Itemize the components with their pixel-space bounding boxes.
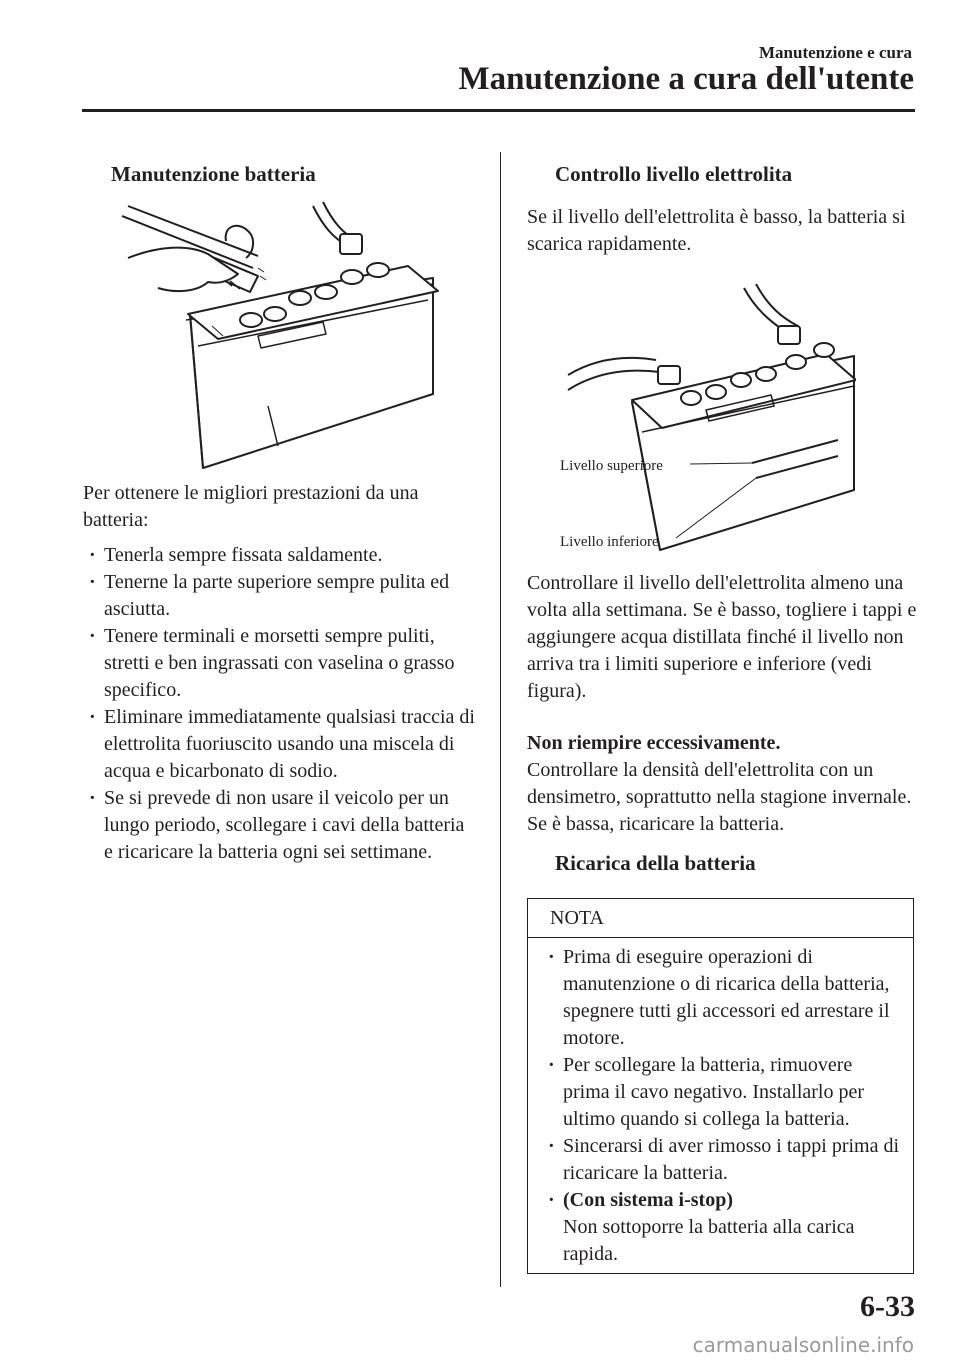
battery-cleaning-illustration: [108, 196, 448, 476]
column-divider: [500, 152, 501, 1287]
list-item: · Per scollegare la batteria, rimuovere prima il cavo negativo. Installarlo per ultimo quando si collega la batteria.: [544, 1052, 903, 1133]
nota-list: [528, 944, 913, 1268]
nota-box: [527, 898, 914, 1274]
upper-level-label: Livello superiore: [560, 458, 663, 474]
list-item: · Tenerla sempre fissata saldamente.: [85, 542, 475, 569]
electrolyte-check-text: Controllare il livello dell'elettrolita almeno una volta alla settimana. Se è basso, togliere i tappi e aggiungere acqua distillata finché il livello non arriva tra i limiti superiore e inferiore (vedi figura).: [527, 572, 917, 702]
battery-maintenance-heading: Manutenzione batteria: [111, 162, 316, 186]
list-item: · Prima di eseguire operazioni di manutenzione o di ricarica della batteria, spegnere tutti gli accessori ed arrestare il motore.: [544, 944, 903, 1052]
watermark: carmanualsonline.info: [692, 1333, 914, 1357]
list-item: · Tenerne la parte superiore sempre pulita ed asciutta.: [85, 569, 475, 623]
battery-intro-text: Per ottenere le migliori prestazioni da una batteria:: [83, 482, 419, 531]
page-title: Manutenzione a cura dell'utente: [458, 61, 914, 97]
istop-title: (Con sistema i-stop): [563, 1189, 733, 1211]
list-item: · Tenere terminali e morsetti sempre puliti, stretti e ben ingrassati con vaselina o grasso specifico.: [85, 623, 475, 704]
istop-text: Non sottoporre la batteria alla carica rapida.: [563, 1216, 855, 1265]
list-item: [544, 1187, 903, 1268]
overfill-warning: Non riempire eccessivamente.: [527, 732, 781, 754]
lower-level-label: Livello inferiore: [560, 534, 659, 550]
density-text: Controllare la densità dell'elettrolita con un densimetro, soprattutto nella stagione invernale. Se è bassa, ricaricare la batteria.: [527, 759, 912, 835]
page-number: 6-33: [860, 1290, 915, 1323]
chapter-label: Manutenzione e cura: [759, 43, 912, 62]
battery-charging-heading: Ricarica della batteria: [555, 851, 756, 875]
electrolyte-intro-text: Se il livello dell'elettrolita è basso, la batteria si scarica rapidamente.: [527, 206, 906, 255]
list-item: · Se si prevede di non usare il veicolo per un lungo periodo, scollegare i cavi della batteria e ricaricare la batteria ogni sei settimane.: [85, 785, 475, 866]
nota-title: NOTA: [528, 899, 913, 938]
battery-tips-list: [85, 542, 475, 866]
list-item: · Sincerarsi di aver rimosso i tappi prima di ricaricare la batteria.: [544, 1133, 903, 1187]
header-rule: [82, 109, 915, 112]
electrolyte-check-heading: Controllo livello elettrolita: [555, 162, 793, 186]
list-item: · Eliminare immediatamente qualsiasi traccia di elettrolita fuoriuscito usando una miscela di acqua e bicarbonato di sodio.: [85, 704, 475, 785]
electrolyte-level-illustration: [556, 280, 856, 555]
